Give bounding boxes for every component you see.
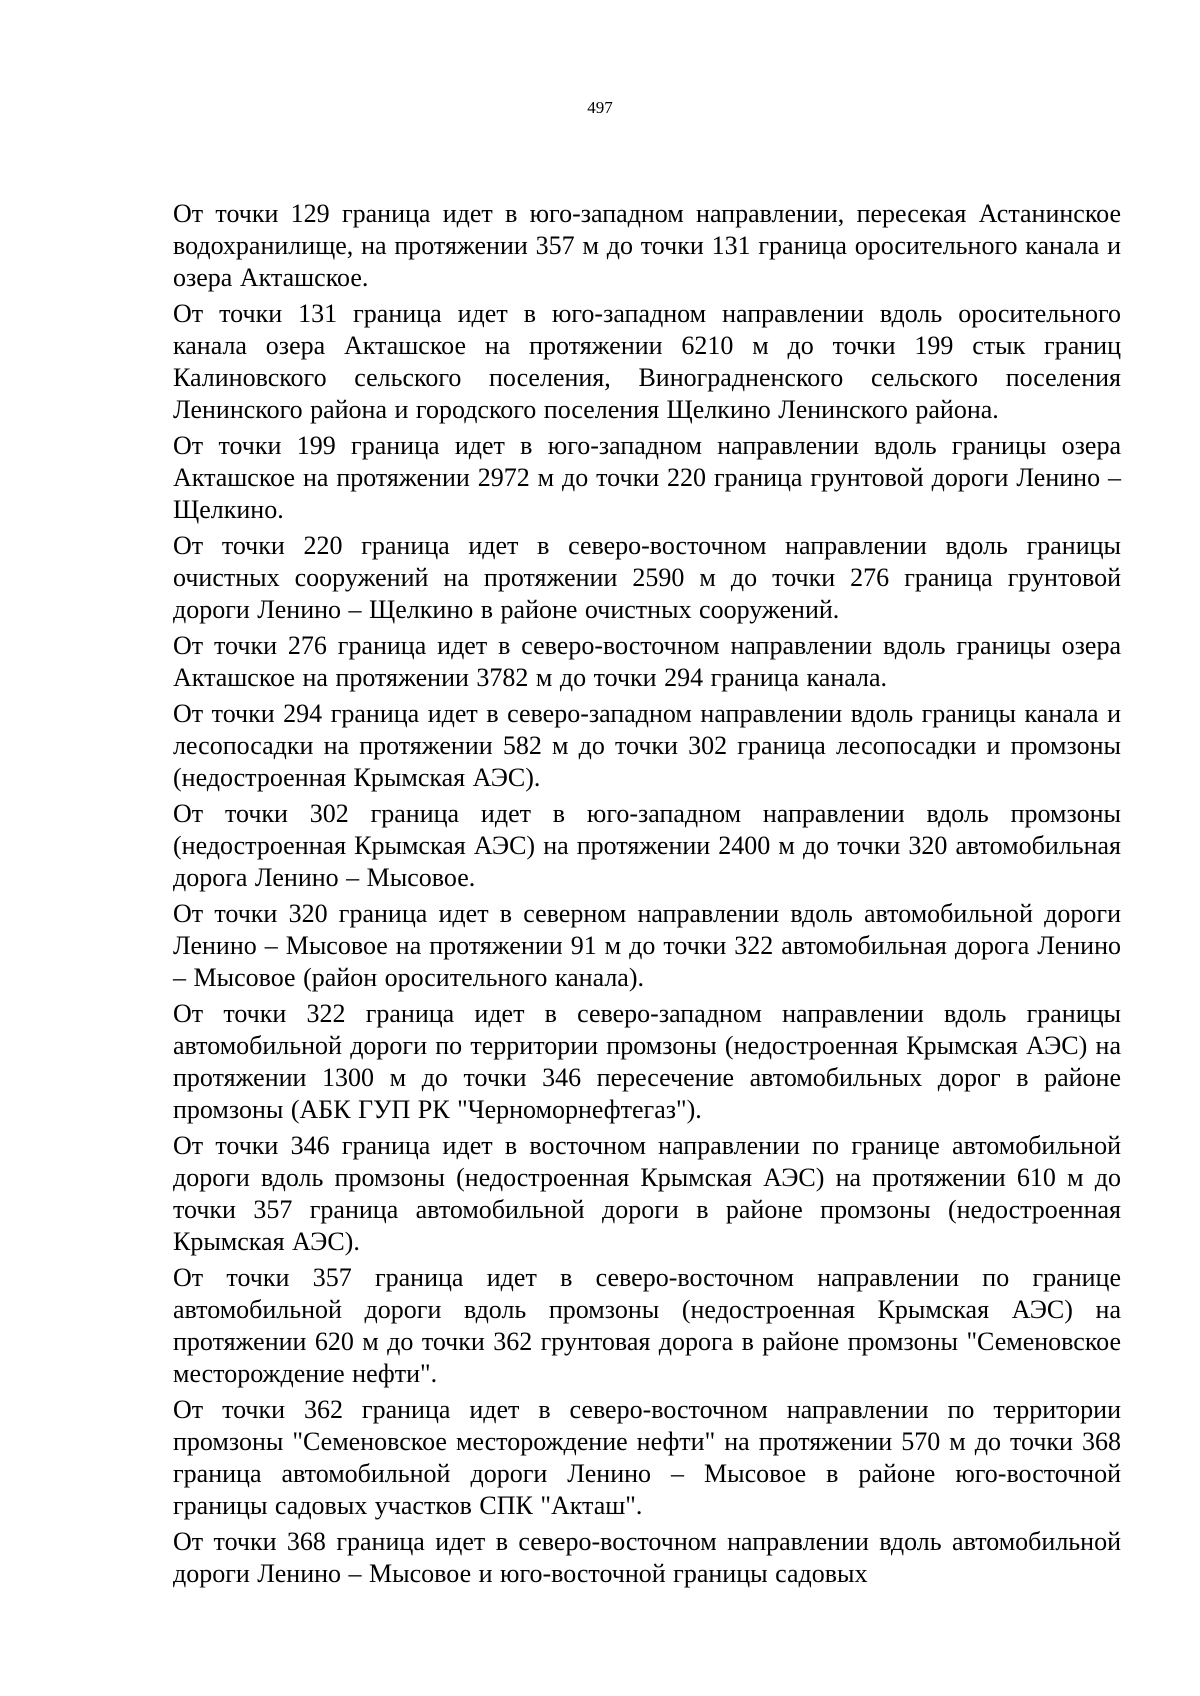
document-body bbox=[173, 198, 1121, 1594]
paragraph-5: От точки 276 граница идет в северо-восточном направлении вдоль границы озера Акташское на протяжении 3782 м до точки 294 граница канала. bbox=[173, 631, 1121, 692]
paragraph-11: От точки 357 граница идет в северо-восточном направлении по границе автомобильной дороги вдоль промзоны (недостроенная Крымская АЭС) на протяжении 620 м до точки 362 грунтовая дорога в районе промзоны "Семеновское месторождение нефти". bbox=[173, 1263, 1121, 1388]
paragraph-8: От точки 320 граница идет в северном направлении вдоль автомобильной дороги Ленино – Мысовое на протяжении 91 м до точки 322 автомобильная дорога Ленино – Мысовое (район оросительного канала). bbox=[173, 899, 1121, 992]
paragraph-10: От точки 346 граница идет в восточном направлении по границе автомобильной дороги вдоль промзоны (недостроенная Крымская АЭС) на протяжении 610 м до точки 357 граница автомобильной дороги в районе промзоны (недостроенная Крымская АЭС). bbox=[173, 1131, 1121, 1256]
paragraph-9: От точки 322 граница идет в северо-западном направлении вдоль границы автомобильной дороги по территории промзоны (недостроенная Крымская АЭС) на протяжении 1300 м до точки 346 пересечение автомобильных дорог в районе промзоны (АБК ГУП РК "Черноморнефтегаз"). bbox=[173, 999, 1121, 1124]
paragraph-6: От точки 294 граница идет в северо-западном направлении вдоль границы канала и лесопосадки на протяжении 582 м до точки 302 граница лесопосадки и промзоны (недостроенная Крымская АЭС). bbox=[173, 699, 1121, 792]
paragraph-13: От точки 368 граница идет в северо-восточном направлении вдоль автомобильной дороги Ленино – Мысовое и юго-восточной границы садовых bbox=[173, 1527, 1121, 1588]
paragraph-1: От точки 129 граница идет в юго-западном направлении, пересекая Астанинское водохранилище, на протяжении 357 м до точки 131 граница оросительного канала и озера Акташское. bbox=[173, 199, 1121, 292]
paragraph-7: От точки 302 граница идет в юго-западном направлении вдоль промзоны (недостроенная Крымская АЭС) на протяжении 2400 м до точки 320 автомобильная дорога Ленино – Мысовое. bbox=[173, 799, 1121, 892]
paragraph-2: От точки 131 граница идет в юго-западном направлении вдоль оросительного канала озера Акташское на протяжении 6210 м до точки 199 стык границ Калиновского сельского поселения, Виноградненского сельского поселения Ленинского района и городского поселения Щелкино Ленинского района. bbox=[173, 299, 1121, 424]
page-number: 497 bbox=[587, 98, 613, 117]
paragraph-4: От точки 220 граница идет в северо-восточном направлении вдоль границы очистных сооружений на протяжении 2590 м до точки 276 граница грунтовой дороги Ленино – Щелкино в районе очистных сооружений. bbox=[173, 531, 1121, 624]
paragraph-12: От точки 362 граница идет в северо-восточном направлении по территории промзоны "Семеновское месторождение нефти" на протяжении 570 м до точки 368 граница автомобильной дороги Ленино – Мысовое в районе юго-восточной границы садовых участков СПК "Акташ". bbox=[173, 1395, 1121, 1520]
paragraph-3: От точки 199 граница идет в юго-западном направлении вдоль границы озера Акташское на протяжении 2972 м до точки 220 граница грунтовой дороги Ленино – Щелкино. bbox=[173, 431, 1121, 524]
